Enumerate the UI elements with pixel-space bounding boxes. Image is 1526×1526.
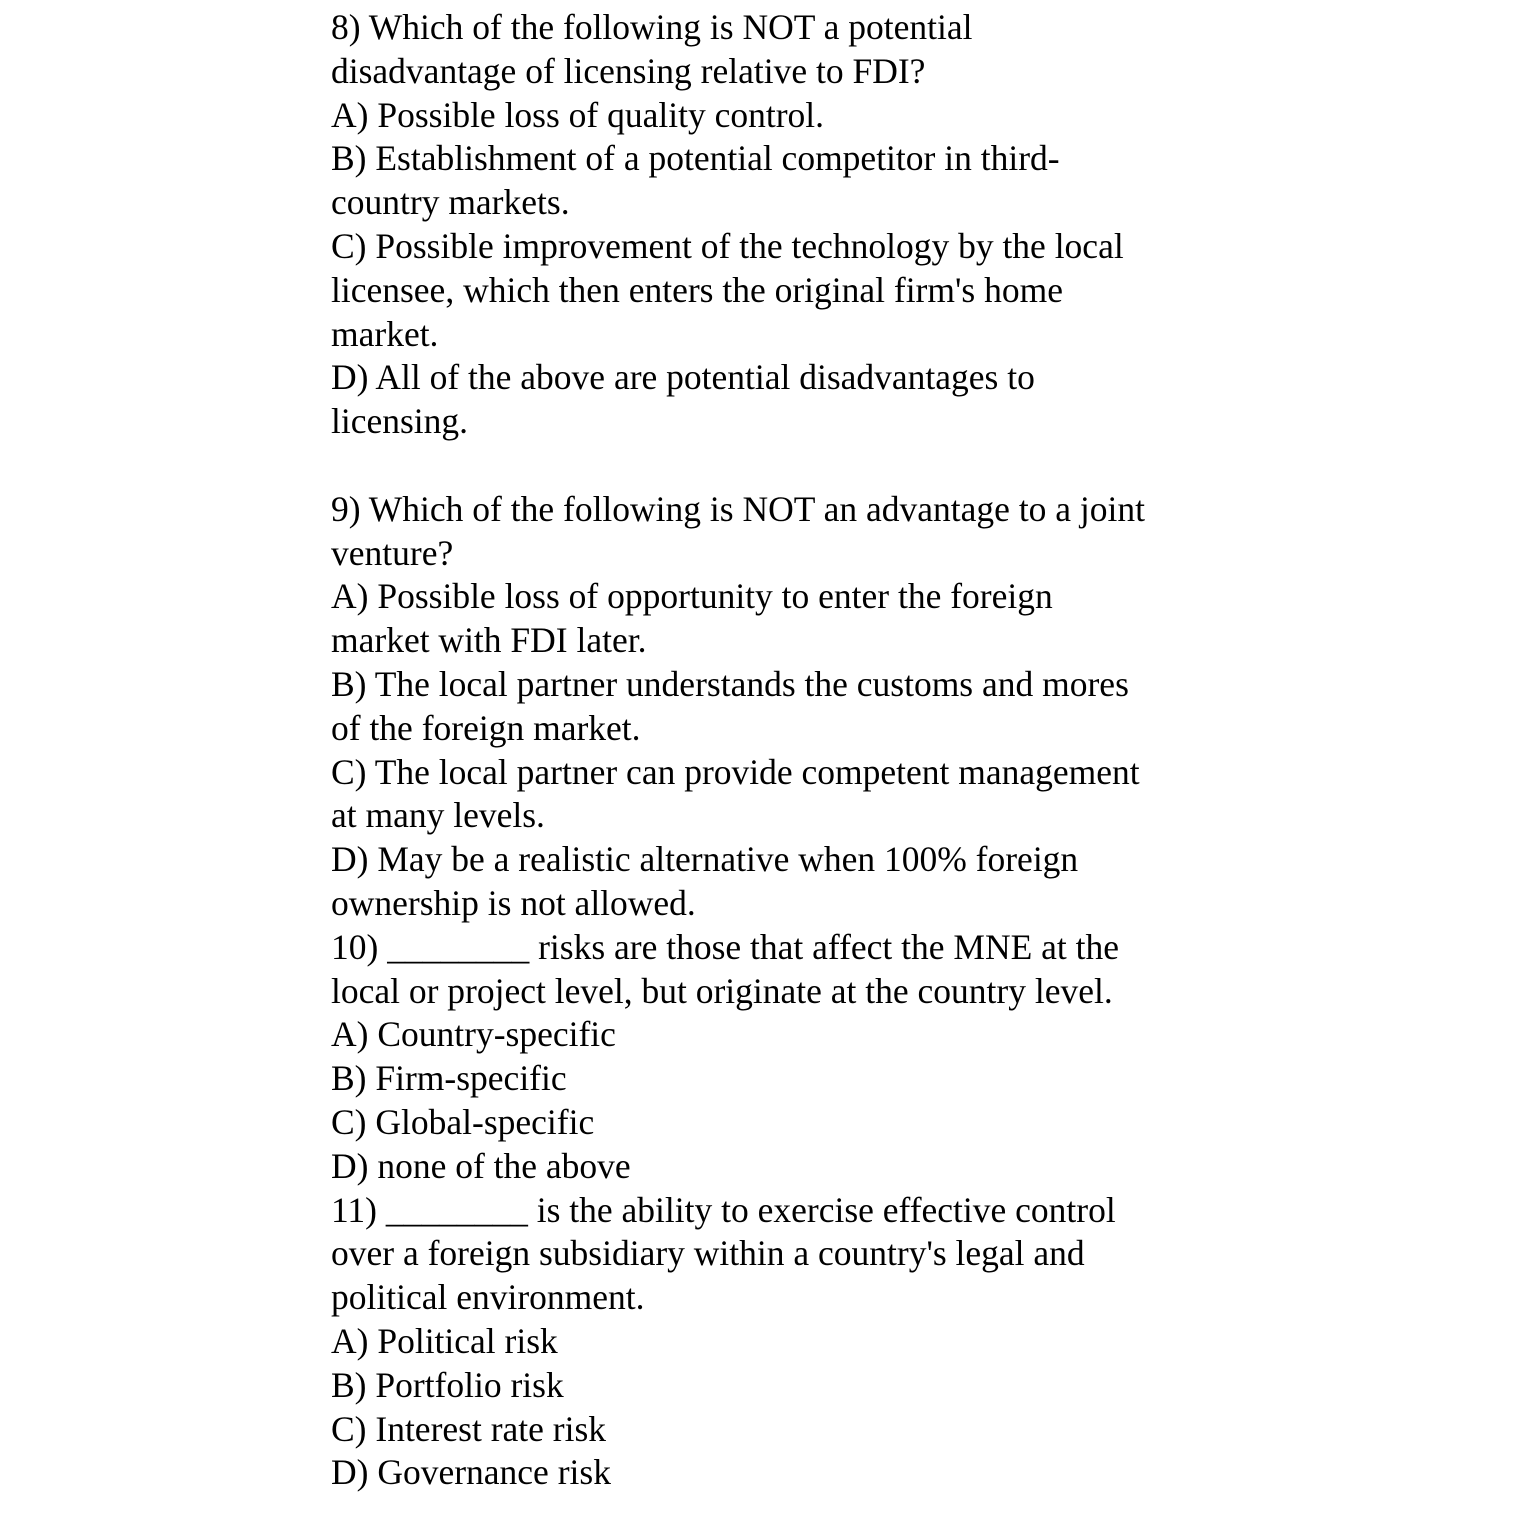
question-11-option-b: B) Portfolio risk [331,1364,564,1405]
question-8-option-b-cont: country markets. [331,182,570,223]
question-10-stem-line-1: 10) ________ risks are those that affect the MNE at the [331,926,1120,967]
question-8-option-b: B) Establishment of a potential competitor in third- [331,138,1060,179]
question-9-stem-line-1: 9) Which of the following is NOT an advantage to a joint [331,488,1146,529]
question-8-option-a: A) Possible loss of quality control. [331,94,825,135]
question-8-option-d-cont: licensing. [331,401,469,442]
question-9-option-c: C) The local partner can provide competent management [331,751,1140,792]
question-8-stem-line-2: disadvantage of licensing relative to FDI? [331,50,926,91]
question-8 [331,6,1211,444]
question-9-stem-line-2: venture? [331,532,454,573]
question-9-option-c-cont: at many levels. [331,795,545,836]
question-10-stem-line-2: local or project level, but originate at the country level. [331,970,1113,1011]
question-10 [331,926,1211,1189]
document-page [331,6,1211,1495]
question-10-option-d: D) none of the above [331,1145,631,1186]
question-11-option-c: C) Interest rate risk [331,1408,607,1449]
question-9 [331,488,1211,926]
question-9-option-d-cont: ownership is not allowed. [331,882,696,923]
question-8-option-d: D) All of the above are potential disadvantages to [331,357,1035,398]
question-9-option-a: A) Possible loss of opportunity to enter the foreign [331,576,1053,617]
question-11-option-a: A) Political risk [331,1320,558,1361]
question-10-option-b: B) Firm-specific [331,1058,567,1099]
question-9-option-b-cont: of the foreign market. [331,707,641,748]
question-9-option-a-cont: market with FDI later. [331,620,647,661]
question-11 [331,1189,1211,1496]
question-10-option-c: C) Global-specific [331,1101,595,1142]
question-9-option-b: B) The local partner understands the customs and mores [331,663,1129,704]
question-11-stem-line-3: political environment. [331,1277,645,1318]
question-11-option-d: D) Governance risk [331,1452,611,1493]
question-11-stem-line-1: 11) ________ is the ability to exercise effective control [331,1189,1116,1230]
question-8-stem-line-1: 8) Which of the following is NOT a potential [331,7,973,47]
question-9-option-d: D) May be a realistic alternative when 100% foreign [331,839,1079,880]
question-11-stem-line-2: over a foreign subsidiary within a country's legal and [331,1233,1085,1274]
question-8-option-c-cont-1: licensee, which then enters the original firm's home [331,269,1063,310]
question-spacer [331,444,1211,488]
question-10-option-a: A) Country-specific [331,1014,616,1055]
question-8-option-c: C) Possible improvement of the technology by the local [331,225,1124,266]
question-8-option-c-cont-2: market. [331,313,439,354]
